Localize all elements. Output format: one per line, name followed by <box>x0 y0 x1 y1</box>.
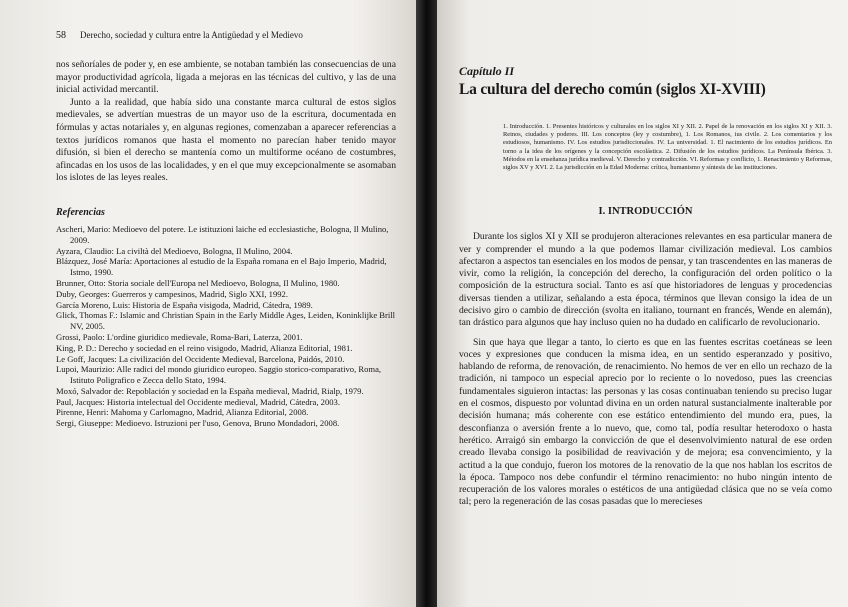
chapter-label: Capítulo II <box>459 64 515 78</box>
paragraph: Junto a la realidad, que había sido una constante marca cultural de estos siglos medievales, se advertían muestras de un mayor uso de la escritura, documentada en fórmulas y actas notariales y, en algunas regiones, comenzaban a aparecer referencias a textos jurídicos romanos que hasta el momento no parecían haber tenido mayor difusión, si bien el derecho se mantenía como un multiforme océano de costumbres, afincadas en los usos de las localidades, y en el que muy excepcionalmente se asomaban los islotes de las leyes reales. <box>56 96 396 184</box>
left-page <box>0 0 416 607</box>
page-number: 58 <box>56 30 66 41</box>
references-heading: Referencias <box>56 206 105 218</box>
section-heading: I. INTRODUCCIÓN <box>598 206 693 218</box>
reference-item: Lupoi, Maurizio: Alle radici del mondo giuridico europeo. Saggio storico-comparativo, Roma, Istituto Poligrafico e Zecca dello Stato, 1994. <box>56 364 382 386</box>
reference-item: Le Goff, Jacques: La civilización del Occidente Medieval, Barcelona, Paidós, 2010. <box>56 353 345 364</box>
reference-item: Duby, Georges: Guerreros y campesinos, Madrid, Siglo XXI, 1992. <box>56 288 288 299</box>
paragraph: Sin que haya que llegar a tanto, lo cierto es que en las fuentes escritas coetáneas se leen voces y expresiones que conducen la misma idea, en un sentido esperanzado y positivo, hablando de reforma, de renovación, de renacimiento. No hemos de ver en ello un rechazo de la tradición, ni tampoco un especial aprecio por lo reciente o lo novedoso, pues las creencias fundamentales siguieron intactas: las personas y las cosas continuaban teniendo su preciso lugar en el cosmos, dispuesto por voluntad divina en un orden natural sustancialmente inalterable por decisión humana; más coherente con ese estático entendimiento del mundo era, pues, la desconfianza o aversión frente a lo nuevo, que, como tal, podía resultar heterodoxo o hasta herético. Arraigó sin embargo la convicción de que el desenvolvimiento natural de ese orden creado llevaba consigo la posibilidad de reavivación y de mejora; esa convencimiento, y la actitud a la que condujo, fueron los motores de la renovatio de la que nos hablan los escritos de la época. Tampoco nos debe confundir el término renacimiento: no hubo ningún intento de recuperación de los valores morales o estéticos de una antigüedad clásica que no se veía como tal; pero la regeneración de las cosas pasadas que lo merecieses <box>459 336 832 508</box>
reference-item: Ayzara, Claudio: La civiltà del Medioevo, Bologna, Il Mulino, 2004. <box>56 245 293 256</box>
book-gutter <box>416 0 437 607</box>
reference-item: Glick, Thomas F.: Islamic and Christian Spain in the Early Middle Ages, Leiden, Koninklijke Brill NV, 2005. <box>56 310 396 332</box>
paragraph: nos señoríales de poder y, en ese ambiente, se notaban también las consecuencias de una mayor productividad agrícola, ligada a mejoras en las técnicas del cultivo, y las de una inicial actividad mercantil. <box>56 59 396 96</box>
chapter-title: La cultura del derecho común (siglos XI-XVIII) <box>459 81 766 98</box>
reference-item: García Moreno, Luis: Historia de España visigoda, Madrid, Cátedra, 1989. <box>56 299 313 310</box>
reference-item: Sergi, Giuseppe: Medioevo. Istruzioni per l'uso, Genova, Bruno Mondadori, 2008. <box>56 418 340 429</box>
reference-item: Pirenne, Henri: Mahoma y Carlomagno, Madrid, Alianza Editorial, 2008. <box>56 407 309 418</box>
reference-item: King, P. D.: Derecho y sociedad en el reino visigodo, Madrid, Alianza Editorial, 1981. <box>56 342 353 353</box>
left-body-text <box>56 59 396 185</box>
reference-item: Grossi, Paolo: L'ordine giuridico medievale, Roma-Bari, Laterza, 2001. <box>56 331 303 342</box>
running-header <box>56 30 396 41</box>
reference-item: Paul, Jacques: Historia intelectual del Occidente medieval, Madrid, Cátedra, 2003. <box>56 396 340 407</box>
reference-item: Ascheri, Mario: Medioevo del potere. Le istituzioni laiche ed ecclesiastiche, Bologna, Il Mulino, 2009. <box>56 223 389 245</box>
references-list <box>56 224 396 429</box>
chapter-summary: 1. Introducción. 1. Presentes históricos y culturales en los siglos XI y XII. 2. Papel de la renovación en los siglos XI y XII. 3. Reinos, ciudades y poderes. III. Los conceptos (ley y costumbre), 1. Los Romanos, ius civile. 2. Los comentarios y los estudiosos, humanismo. IV. Los estudios jurisdiccionales. IV. La universidad. 1. El nacimiento de los estudios jurídicos. En torno a la idea de los orígenes y la concepción escolástica. 2. Difusión de los estudios jurídicos. La Península Ibérica. 3. Métodos en la enseñanza jurídica medieval. V. Derecho y contradicción. VI. Reformas y conflicto, 1. Renacimiento y Reformas, siglos XV y XVI. 2. La jurisdicción en la Edad Moderna: crítica, humanismo y síntesis de las instituciones. <box>503 123 832 172</box>
running-head-title: Derecho, sociedad y cultura entre la Antigüedad y el Medievo <box>80 30 303 40</box>
reference-item: Blázquez, José María: Aportaciones al estudio de la España romana en el Bajo Imperio, Madrid, Istmo, 1990. <box>56 256 387 278</box>
paragraph: Durante los siglos XI y XII se produjeron alteraciones relevantes en esa particular manera de ver y comprender el mundo a la que podemos llamar civilización medieval. Los cambios afectaron a aspectos tan esenciales en los modos de pensar, y tan trascendentes en las maneras de vivir, como la religión, la concepción del derecho, la configuración del orden político o la composición de la estructura social. Tanto es así que historiadores de lenguas y procedencias diversas tienden a utilizar, señalando a esta época, términos que llevan consigo la idea de un decisivo giro o cambio de dirección (svolta en italiano, tournant en francés, Wende en alemán), tan drástico para algunos que hay incluso quien no ha dudado en calificarlo de revolucionario. <box>459 231 832 329</box>
right-body-text <box>459 231 832 509</box>
right-page <box>437 0 848 607</box>
reference-item: Brunner, Otto: Storia sociale dell'Europa nel Medioevo, Bologna, Il Mulino, 1980. <box>56 277 340 288</box>
reference-item: Moxó, Salvador de: Repoblación y sociedad en la España medieval, Madrid, Rialp, 1979. <box>56 385 364 396</box>
